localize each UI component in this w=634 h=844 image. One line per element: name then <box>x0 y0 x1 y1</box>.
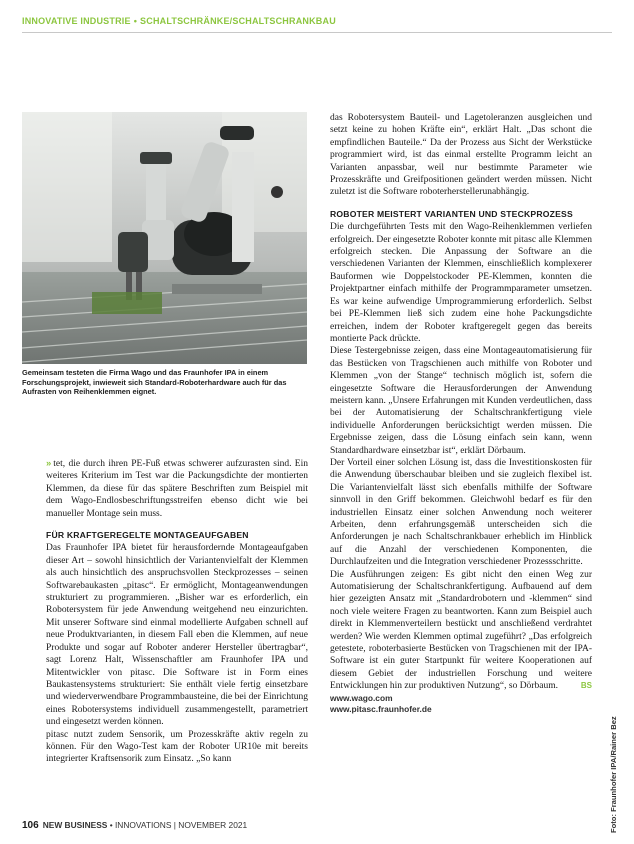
photo-credit: Foto: Fraunhofer IPA/Rainer Bez <box>609 716 618 833</box>
section-heading: ROBOTER MEISTERT VARIANTEN UND STECKPROZESS <box>330 208 573 219</box>
page-number: 106 <box>22 820 39 831</box>
section-heading: FÜR KRAFTGEREGELTE MONTAGEAUFGABEN <box>46 530 249 541</box>
paragraph: Die durchgeführten Tests mit den Wago-Reihenklemmen verliefen erfolgreich. Der eingesetzte Roboter konnte mit pitasc alle Klemmen erfolgreich stecken. Die Anpassung der Software an die verschiedenen Varianten der Klemmen, einschließlich komplexerer Bauformen wie Doppelstockoder PE-Klemmen, konnten die Projektpartner einfach mithilfe der Programmparameter umsetzen. Es war keine aufwendige Umprogrammierung erforderlich. Selbst bei PE-Klemmen ließ sich zudem eine hohe Packungsdichte erreichen, indem der Roboter kraftgeregelt gegen das bereits montierte Pack drückte. <box>330 222 592 344</box>
link-fraunhofer[interactable]: www.pitasc.fraunhofer.de <box>330 703 432 714</box>
supplement-name: INNOVATIONS <box>114 820 172 830</box>
paragraph: Diese Testergebnisse zeigen, dass eine Montageautomatisierung für das Bestücken von Tragschienen auch mithilfe von Roboter und Klemmen „von der Stange“ technisch möglich ist, sofern die eingesetzte Software die Herausforderungen der Anwendung meistern kann. „Unsere Erfahrungen mit Kunden verdeutlichen, dass bei der Automatisierung der Schaltschrankfertigung viele individuelle Anforderungen berücksichtigt werden müssen. Die Ergebnisse zeigen, dass die Lösung einfach sein kann, wenn Standardhardware einsetzbar ist“, erklärt Dörbaum. <box>330 346 592 456</box>
paragraph: Das Fraunhofer IPA bietet für herausfordernde Montageaufgaben dieser Art – sowohl hinsichtlich der Variantenvielfalt der Klemmen als auch hinsichtlich des anspruchsvollen Steckprozesses – seinen Softwarebaukasten „pitasc“. Er ermöglicht, Montageanwendungen strukturiert zu programmieren. „Bisher war es erforderlich, ein Robotersystem für jede Anwendung weitgehend neu einzurichten. Mit unserer Software sind einmal modellierte Aufgaben schnell auf neue Produktvarianten, in diesem Fall eben die Klemmen, auf neue Produkte und sogar auf Roboter anderer Hersteller übertragbar“, sagt Lorenz Halt, Wissenschaftler am Fraunhofer IPA und Mitentwickler von pitasc. Die Software ist in Form eines Baukastensystems strukturiert: Sie enthält viele fertig einsetzbare und wiederverwendbare Programmbausteine, die bei der Einrichtung eines Robotersystems individuell zusammengestellt, parametriert und eingesetzt werden können. <box>46 543 308 728</box>
photo-caption: Gemeinsam testeten die Firma Wago und das Fraunhofer IPA in einem Forschungsprojekt, inwieweit sich Standard-Roboterhardware auch für das Aufrasten von Reihenklemmen eignet. <box>22 368 287 397</box>
header-section: INNOVATIVE INDUSTRIE <box>22 16 131 26</box>
link-wago[interactable]: www.wago.com <box>330 692 393 703</box>
paragraph: pitasc nutzt zudem Sensorik, um Prozesskräfte aktiv regeln zu können. Für den Wago-Test kam der Roboter UR10e mit bereits integrierter Kraftsensorik zum Einsatz. „So kann <box>46 729 308 765</box>
continuation-mark: » <box>46 458 52 469</box>
paragraph: Der Vorteil einer solchen Lösung ist, dass die Investitionskosten für die Anwendung überschaubar bleiben und sie zugleich flexibel ist. Die Variantenvielfalt lässt sich ebenfalls mithilfe der Software sinnvoll in den Griff bekommen. Gleichwohl bedarf es für den industriellen Einsatz einer solchen Anwendung noch weiterer Arbeiten, denn erfahrungsgemäß unterscheiden sich die Anforderungen je nach Schaltschrankbauer erheblich im Hinblick auf die Anzahl der verschiedenen Komponenten, die Durchlaufzeiten und die Integration verschiedener Prozessschritte. <box>330 457 592 568</box>
header-rule <box>22 32 612 33</box>
article-column-left <box>46 458 308 766</box>
magazine-name: NEW BUSINESS <box>42 820 108 830</box>
page-footer <box>22 820 247 831</box>
header-topic: SCHALTSCHRÄNKE/SCHALTSCHRANKBAU <box>140 16 336 26</box>
footer-divider: | <box>173 820 176 830</box>
author-signature: BS <box>580 681 592 691</box>
paragraph-text: Die Ausführungen zeigen: Es gibt nicht den einen Weg zur Automatisierung der Schaltschrankfertigung. Aufbauend auf dem hier gezeigten Ansatz mit „Standardrobotern und -klemmen“ sind noch viele weitere Fragen zu beantworten. Kann zum Beispiel auch direkt in Klemmenverteilern bestückt und anschließend verdrahtet werden? Wie werden Klemmen optimal zugeführt? „Das erfolgreich getestete, roboterbasierte Bestücken von Tragschienen mit der IPA-Software ist ein guter Startpunkt für weitere Kooperationen auf diesem Gebiet der industriellen Forschung und weitere Entwicklungen hin zur produktiven Nutzung“, so Dörbaum. <box>330 569 592 692</box>
running-header <box>22 16 336 26</box>
header-separator: • <box>133 16 138 26</box>
article-photo <box>22 112 307 364</box>
paragraph-continuation <box>46 458 308 520</box>
footer-separator: • <box>109 820 113 830</box>
paragraph-text: tet, die durch ihren PE-Fuß etwas schwerer aufzurasten sind. Ein weiteres Kriterium im Test war die Packungsdichte der montierten Klemmen, da diese für das spätere Beschriften zum Beispiel mit dem Wago-Endlosbeschriftungsstreifen ebenso dicht wie bei manueller Montage sein muss. <box>46 459 308 519</box>
issue-date: NOVEMBER 2021 <box>178 820 248 830</box>
paragraph-last <box>330 569 592 693</box>
paragraph: das Robotersystem Bauteil- und Lagetoleranzen ausgleichen und setzt keine zu hohen Kräfte ein“, erklärt Halt. „Das schont die empfindlichen Bauteile.“ Da der Prozess aus Sicht der Werkstücke programmiert wird, ist das einmal erstellte Programm leicht an Varianten anpassbar, weil nur bestimmte Parameter wie Prozesskräfte und Greifpositionen geändert werden müssen. Nicht zuletzt ist die Software roboterherstellerunabhängig. <box>330 113 592 198</box>
article-column-right <box>330 112 592 715</box>
